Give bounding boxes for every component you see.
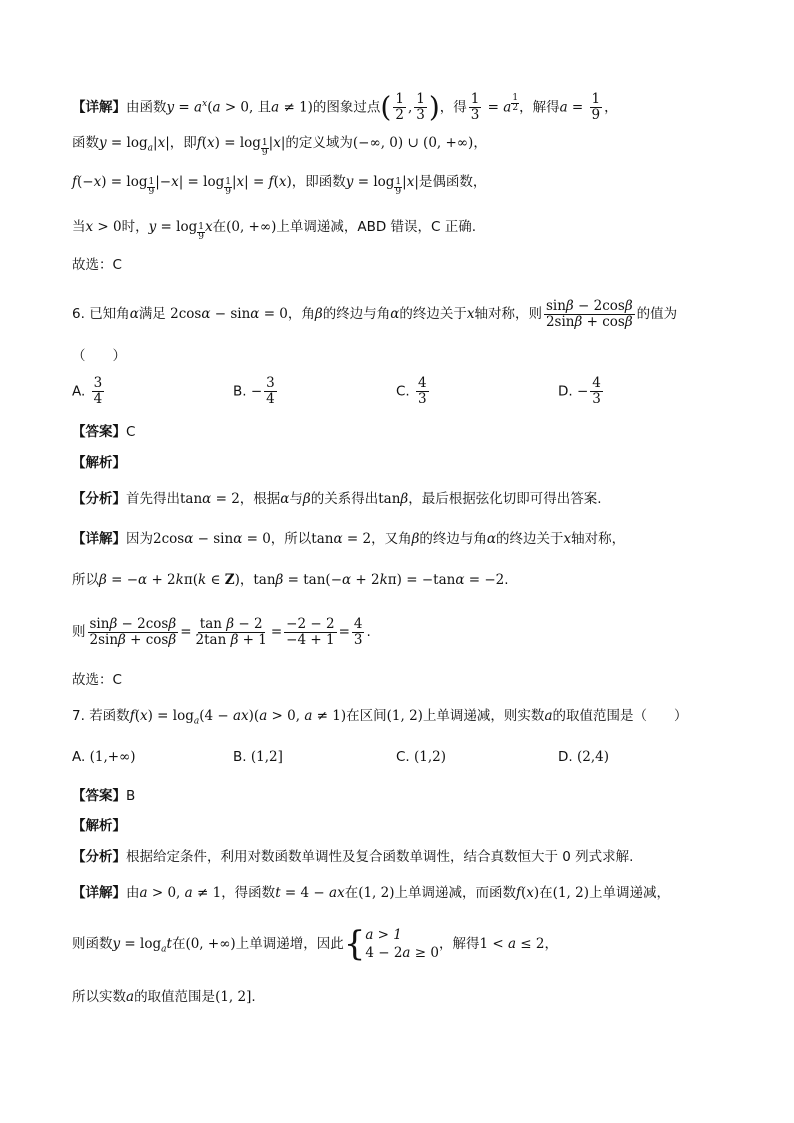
q6-option-d[interactable]: D. − $\frac{4}{3}$ [558,375,601,407]
q6-fenxi: 【分析】首先得出tanα = 2，根据α与β的关系得出tanβ，最后根据弦化切即可得出答案. [72,491,602,507]
q7-option-b[interactable]: B. (1,2] [233,749,283,765]
q6-detail-3: 则 $\frac{\sin\beta - 2\cos\beta}{2\sin\beta + \cos\beta}$ = $\frac{\text{tan β − 2}}{\text{2tan β + 1}}$ = $\frac{-2 - 2}{-4 + 1}$ = $\frac{4}{3}$ . [72,615,371,648]
q6-analysis-label: 【解析】 [72,455,126,471]
q6-detail-2: 所以β = −α + 2kπ(k ∈ Z)，tanβ = tan(−α + 2kπ) = −tanα = −2. [72,572,509,588]
q6-final: 故选：C [72,672,122,688]
q6-paren: （ ） [72,348,126,364]
prev-detail-line-4: 当x > 0时，y = log $_{\frac{1}{9}}$ x在(0, +∞)上单调递减，ABD 错误，C 正确. [72,219,477,242]
q7-analysis-label: 【解析】 [72,818,126,834]
q6-option-c[interactable]: C. $\frac{4}{3}$ [396,375,427,407]
q6-answer: 【答案】C [72,424,136,440]
prev-detail-line-2: 函数$y = \log_a|x|$，即f(x) = log $_{\frac{1}{9}}$ |x|的定义域为(−∞, 0) ∪ (0, +∞)， [72,135,487,158]
q7-option-d[interactable]: D. (2,4) [558,749,609,765]
q6-option-a[interactable]: A. $\frac{3}{4}$ [72,375,103,407]
prev-detail-line-3: f(−x) = log $_{\frac{1}{9}}$ |−x| = log $_{\frac{1}{9}}$ |x| = f(x)，即函数y = log $_{\frac{1}{9}}$ |x|是偶函数， [72,174,487,197]
q7-answer: 【答案】B [72,788,136,804]
detail-label: 【详解】 [72,99,126,116]
q7-stem: 7. 若函数$f(x) = \log_a(4 - ax)(a > 0$, a ≠ 1)在区间(1, 2)上单调递减，则实数a的取值范围是（ ） [72,708,688,727]
prev-answer: 故选：C [72,257,122,273]
q6-option-b[interactable]: B. − $\frac{3}{4}$ [233,375,275,407]
q6-stem: 6. 已知角α满足 2cosα − sinα = 0，角β的终边与角α的终边关于x轴对称，则 $\frac{\sin\beta - 2\cos\beta}{2\sin\beta + \cos\beta}$ 的值为 [72,297,678,330]
q6-detail-1: 【详解】因为2cosα − sinα = 0，所以tanα = 2，又角β的终边与角α的终边关于x轴对称， [72,531,626,547]
q7-fenxi: 【分析】根据给定条件，利用对数函数单调性及复合函数单调性，结合真数恒大于 0 列式求解. [72,849,634,865]
prev-detail-line-1: 【详解】由函数$y = a^x(a > 0$, 且a ≠ 1)的图象过点( $\frac{1}{2}$ , $\frac{1}{3}$ )，得 $\frac{1}{3}$ = a $^{\frac{1}{2}}$ ，解得a = $\frac{1}{9}$ ， [72,90,618,124]
q7-detail-1: 【详解】由a > 0, a ≠ 1，得函数t = 4 − ax在(1, 2)上单调递减，而函数f(x)在(1, 2)上单调递减， [72,885,670,901]
q7-option-c[interactable]: C. (1,2) [396,749,447,765]
q7-detail-2: 则函数$y = \log_at$在(0, +∞)上单调递增，因此{ a > 1 4 − 2a ≥ 0 ，解得1 < a ≤ 2， [72,924,558,964]
q7-option-a[interactable]: A. (1,+∞) [72,749,136,765]
q7-detail-3: 所以实数a的取值范围是(1, 2]. [72,989,256,1005]
